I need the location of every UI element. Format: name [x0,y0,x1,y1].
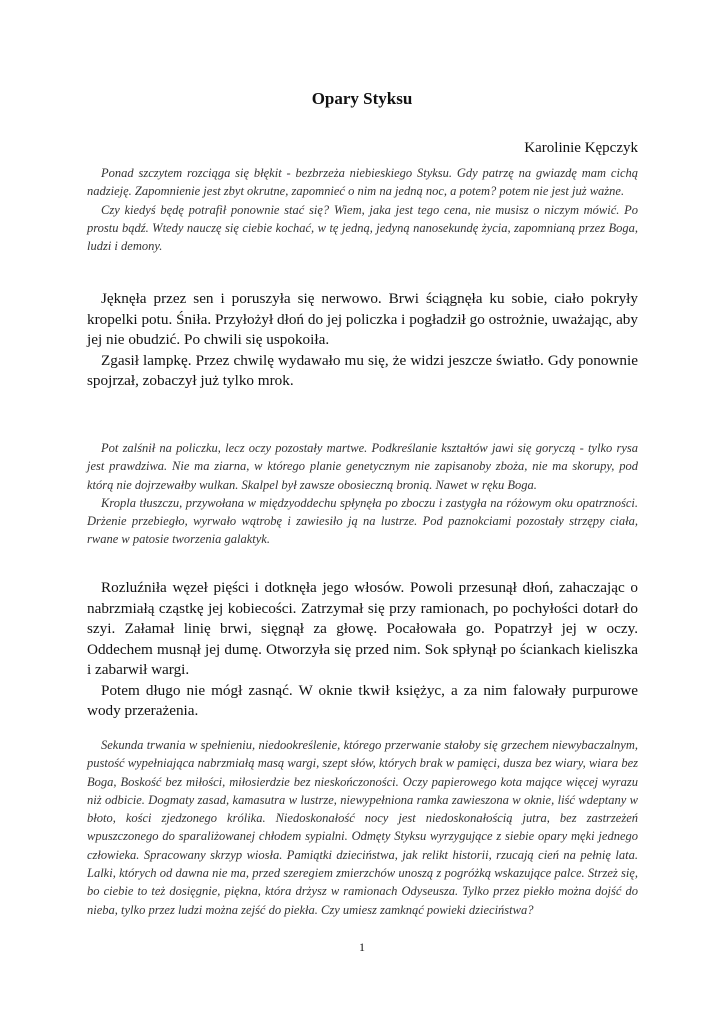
document-title: Opary Styksu [311,89,413,108]
paragraph: Ponad szczytem rozciąga się błękit - bezbrzeża niebieskiego Styksu. Gdy patrzę na gwiazdę mam cichą nadzieję. Zapomnienie jest zbyt okrutne, zapomnieć o nim na jedną noc, a potem? potem nie jest już ważne. [87,166,638,199]
paragraph: Jęknęła przez sen i poruszyła się nerwowo. Brwi ściągnęła ku sobie, ciało pokryły kropelki potu. Śniła. Przyłożył dłoń do jej policzka i pogładził go ostrożnie, uważając, aby jej nie obudzić. Po chwili się uspokoiła. [87,290,638,348]
author-dedication: Karolinie Kępczyk [524,140,638,156]
regular-section-1 [87,289,638,392]
page-number: 1 [359,940,365,954]
regular-section-2 [87,578,638,722]
paragraph: Sekunda trwania w spełnieniu, niedookreślenie, którego przerwanie stałoby się grzechem niewybaczalnym, pustość wypełniająca nabrzmiałą masą wargi, szept słów, których brak w pamięci, dusza bez wiary, wiara bez Boga, Boskość bez miłości, miłosierdzie bez nieskończoności. Oczy papierowego kota mające więcej wyrazu niż odbicie. Dogmaty zasad, kamasutra w lustrze, niewypełniona ramka zawieszona w oknie, liść wdeptany w błoto, kości zjedzonego królika. Niedoskonałość nocy jest niedoskonałością jutra, bez zastrzeżeń wpuszczonego do sparaliżowanej chłodem sypialni. Odmęty Styksu wyrzygujące z siebie opary męki jednego człowieka. Spracowany skrzyp wiosła. Pamiątki dzieciństwa, jak relikt historii, rzucają cień na pełnię lata. Lalki, których od dawna nie ma, przed szeregiem zmierzchów unoszą z pogróżką wskazujące palce. Strzeż się, bo ciebie to też dosięgnie, piękna, która drżysz w ramionach Odyseusza. Tylko przez piekło można dojść do nieba, tylko przez ludzi można zejść do piekła. Czy umiesz zamknąć powieki dzieciństwa? [87,738,638,917]
italic-section-2 [87,439,638,549]
paragraph: Kropla tłuszczu, przywołana w międzyoddechu spłynęła po zboczu i zastygła na różowym oku opatrzności. Drżenie przebiegło, wyrwało wątrobę i zawiesiło ją na lustrze. Pod paznokciami pozostały strzępy ciała, rwane w patosie tworzenia galaktyk. [87,495,638,547]
paragraph: Rozluźniła węzeł pięści i dotknęła jego włosów. Powoli przesunął dłoń, zahaczając o nabrzmiałą cząstkę jej kobiecości. Zatrzymał się przy ramionach, po pochyłości dotarł do szyi. Załamał linię brwi, sięgnął za głowę. Pocałowała go. Popatrzył jej w oczy. Oddechem musnął jej dumę. Otworzyła się przed nim. Sok spłynął po ściankach kieliszka i zabarwił wargi. [87,579,638,678]
paragraph: Pot zalśnił na policzku, lecz oczy pozostały martwe. Podkreślanie kształtów jawi się goryczą - tylko rysa jest prawdziwa. Nie ma ziarna, w którego planie genetycznym nie zapisanoby zboża, nie ma skorupy, pod którą nie dojrzewałby wulkan. Skalpel był zawsze obosieczną bronią. Nawet w ręku Boga. [87,441,638,492]
italic-section-3 [87,736,638,919]
paragraph: Czy kiedyś będę potrafił ponownie stać się? Wiem, jaka jest tego cena, nie musisz o niczym mówić. Po prostu bądź. Wtedy nauczę się ciebie kochać, w tę jedną, jedyną nanosekundę życia, zapomnianą przez Boga, ludzi i demony. [87,202,638,254]
paragraph: Potem długo nie mógł zasnąć. W oknie tkwił księżyc, a za nim falowały purpurowe wody przerażenia. [87,681,638,719]
paragraph: Zgasił lampkę. Przez chwilę wydawało mu się, że widzi jeszcze światło. Gdy ponownie spojrzał, zobaczył już tylko mrok. [87,351,638,389]
italic-section-1 [87,164,638,255]
